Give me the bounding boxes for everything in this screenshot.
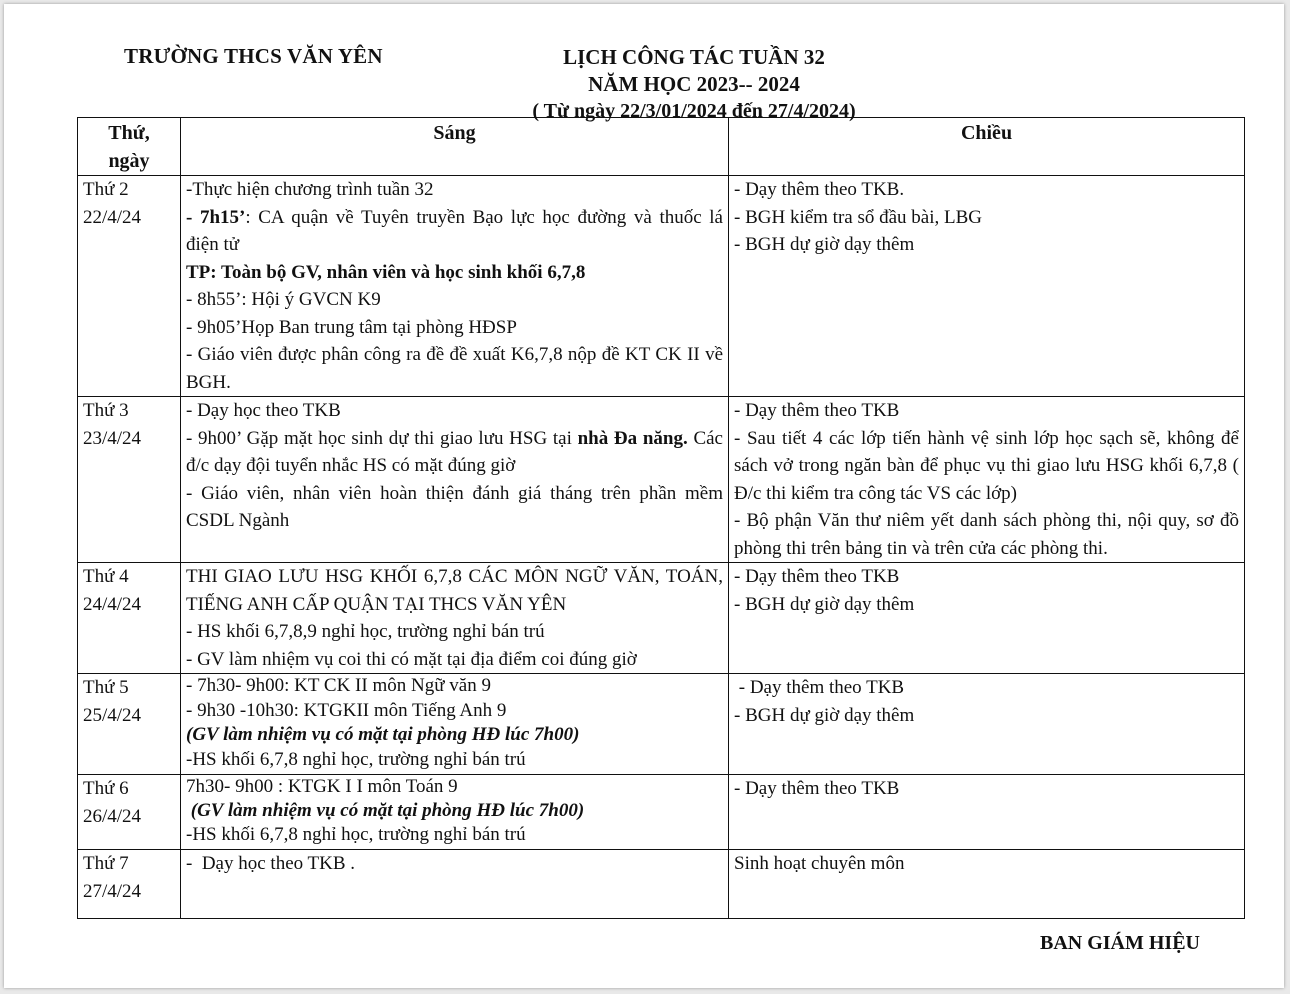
afternoon-item: - Dạy thêm theo TKB <box>734 677 905 698</box>
morning-item: TP: Toàn bộ GV, nhân viên và học sinh khối 6,7,8 <box>186 261 586 283</box>
weekday: Thứ 3 <box>83 400 129 421</box>
morning-item: (GV làm nhiệm vụ có mặt tại phòng HĐ lúc 7h00) <box>186 724 580 745</box>
afternoon-item: - Dạy thêm theo TKB <box>734 566 900 587</box>
afternoon-cell <box>729 850 1245 919</box>
morning-item: - Dạy học theo TKB . <box>186 853 356 874</box>
morning-item: - 9h05’Họp Ban trung tâm tại phòng HĐSP <box>186 316 517 338</box>
date: 25/4/24 <box>83 705 142 726</box>
table-row <box>78 775 1245 850</box>
morning-item: - 7h15’: CA quận về Tuyên truyền Bạo lực học đường và thuốc lá điện tử <box>186 206 723 255</box>
afternoon-item: Sinh hoạt chuyên môn <box>734 853 905 874</box>
morning-item: - HS khối 6,7,8,9 nghỉ học, trường nghỉ bán trú <box>186 621 545 642</box>
afternoon-item: - Bộ phận Văn thư niêm yết danh sách phòng thi, nội quy, sơ đồ phòng thi trên bảng tin và trên cửa các phòng thi. <box>734 510 1239 559</box>
morning-item: -HS khối 6,7,8 nghỉ học, trường nghỉ bán trú <box>186 748 526 770</box>
title-block <box>454 44 934 125</box>
morning-item: - Giáo viên được phân công ra đề đề xuất K6,7,8 nộp đề KT CK II về BGH. <box>186 344 723 393</box>
afternoon-cell <box>729 674 1245 775</box>
day-cell <box>78 775 181 850</box>
table-row <box>78 850 1245 919</box>
afternoon-cell <box>729 397 1245 563</box>
morning-item: (GV làm nhiệm vụ có mặt tại phòng HĐ lúc 7h00) <box>186 800 585 821</box>
morning-cell <box>181 397 729 563</box>
afternoon-item: - BGH kiểm tra sổ đầu bài, LBG <box>734 206 983 228</box>
header-morning: Sáng <box>181 118 729 176</box>
header-day: Thứ, ngày <box>78 118 181 176</box>
weekday: Thứ 7 <box>83 853 129 874</box>
date: 24/4/24 <box>83 594 142 615</box>
signature-label: BAN GIÁM HIỆU <box>1039 932 1200 954</box>
school-year: NĂM HỌC 2023-- 2024 <box>588 72 800 96</box>
afternoon-item: - Dạy thêm theo TKB. <box>734 179 905 200</box>
morning-item: -Thực hiện chương trình tuần 32 <box>186 179 434 200</box>
morning-item: - Giáo viên, nhân viên hoàn thiện đánh giá tháng trên phần mềm CSDL Ngành <box>186 482 723 531</box>
morning-cell <box>181 176 729 397</box>
date: 22/4/24 <box>83 207 142 228</box>
afternoon-item: - BGH dự giờ dạy thêm <box>734 234 915 255</box>
header-row <box>78 118 1245 176</box>
afternoon-cell <box>729 563 1245 674</box>
morning-item: - GV làm nhiệm vụ coi thi có mặt tại địa điểm coi đúng giờ <box>186 648 637 670</box>
table-row <box>78 563 1245 674</box>
morning-item: THI GIAO LƯU HSG KHỐI 6,7,8 CÁC MÔN NGỮ VĂN, TOÁN, TIẾNG ANH CẤP QUẬN TẠI THCS VĂN YÊN <box>186 566 723 615</box>
afternoon-cell <box>729 775 1245 850</box>
afternoon-item: - Dạy thêm theo TKB <box>734 778 900 799</box>
day-cell <box>78 176 181 397</box>
afternoon-item: - BGH dự giờ dạy thêm <box>734 704 915 726</box>
weekday: Thứ 5 <box>83 677 129 698</box>
morning-cell <box>181 563 729 674</box>
schedule-table <box>77 117 1245 919</box>
weekday: Thứ 2 <box>83 179 129 200</box>
afternoon-cell <box>729 176 1245 397</box>
date-range: ( Từ ngày 22/3/01/2024 đến 27/4/2024) <box>532 100 856 122</box>
table-row <box>78 674 1245 775</box>
document-page <box>4 4 1284 988</box>
day-cell <box>78 674 181 775</box>
date: 26/4/24 <box>83 806 142 827</box>
table-row <box>78 397 1245 563</box>
day-cell <box>78 563 181 674</box>
school-name: TRƯỜNG THCS VĂN YÊN <box>124 44 383 68</box>
day-cell <box>78 850 181 919</box>
date: 23/4/24 <box>83 428 142 449</box>
morning-item: - Dạy học theo TKB <box>186 400 341 421</box>
afternoon-item: - BGH dự giờ dạy thêm <box>734 593 915 615</box>
morning-item: - 7h30- 9h00: KT CK II môn Ngữ văn 9 <box>186 675 491 696</box>
header-afternoon: Chiều <box>729 118 1245 176</box>
morning-cell <box>181 850 729 919</box>
document-title: LỊCH CÔNG TÁC TUẦN 32 <box>563 45 825 69</box>
afternoon-item: - Sau tiết 4 các lớp tiến hành vệ sinh lớp học sạch sẽ, không để sách vở trong ngăn bàn để phục vụ thi giao lưu HSG khối 6,7,8 ( Đ/c thi kiểm tra công tác VS các lớp) <box>734 427 1239 504</box>
table-row <box>78 176 1245 397</box>
morning-item: -HS khối 6,7,8 nghỉ học, trường nghỉ bán trú <box>186 824 526 845</box>
afternoon-item: - Dạy thêm theo TKB <box>734 400 900 421</box>
weekday: Thứ 4 <box>83 566 129 587</box>
day-cell <box>78 397 181 563</box>
date: 27/4/24 <box>83 881 142 902</box>
weekday: Thứ 6 <box>83 778 129 799</box>
morning-item: - 8h55’: Hội ý GVCN K9 <box>186 289 381 310</box>
morning-cell <box>181 775 729 850</box>
morning-item: - 9h30 -10h30: KTGKII môn Tiếng Anh 9 <box>186 699 507 721</box>
morning-item: 7h30- 9h00 : KTGK I I môn Toán 9 <box>186 776 458 797</box>
morning-cell <box>181 674 729 775</box>
morning-item: - 9h00’ Gặp mặt học sinh dự thi giao lưu HSG tại nhà Đa năng. Các đ/c dạy đội tuyển nhắc HS có mặt đúng giờ <box>186 427 723 476</box>
